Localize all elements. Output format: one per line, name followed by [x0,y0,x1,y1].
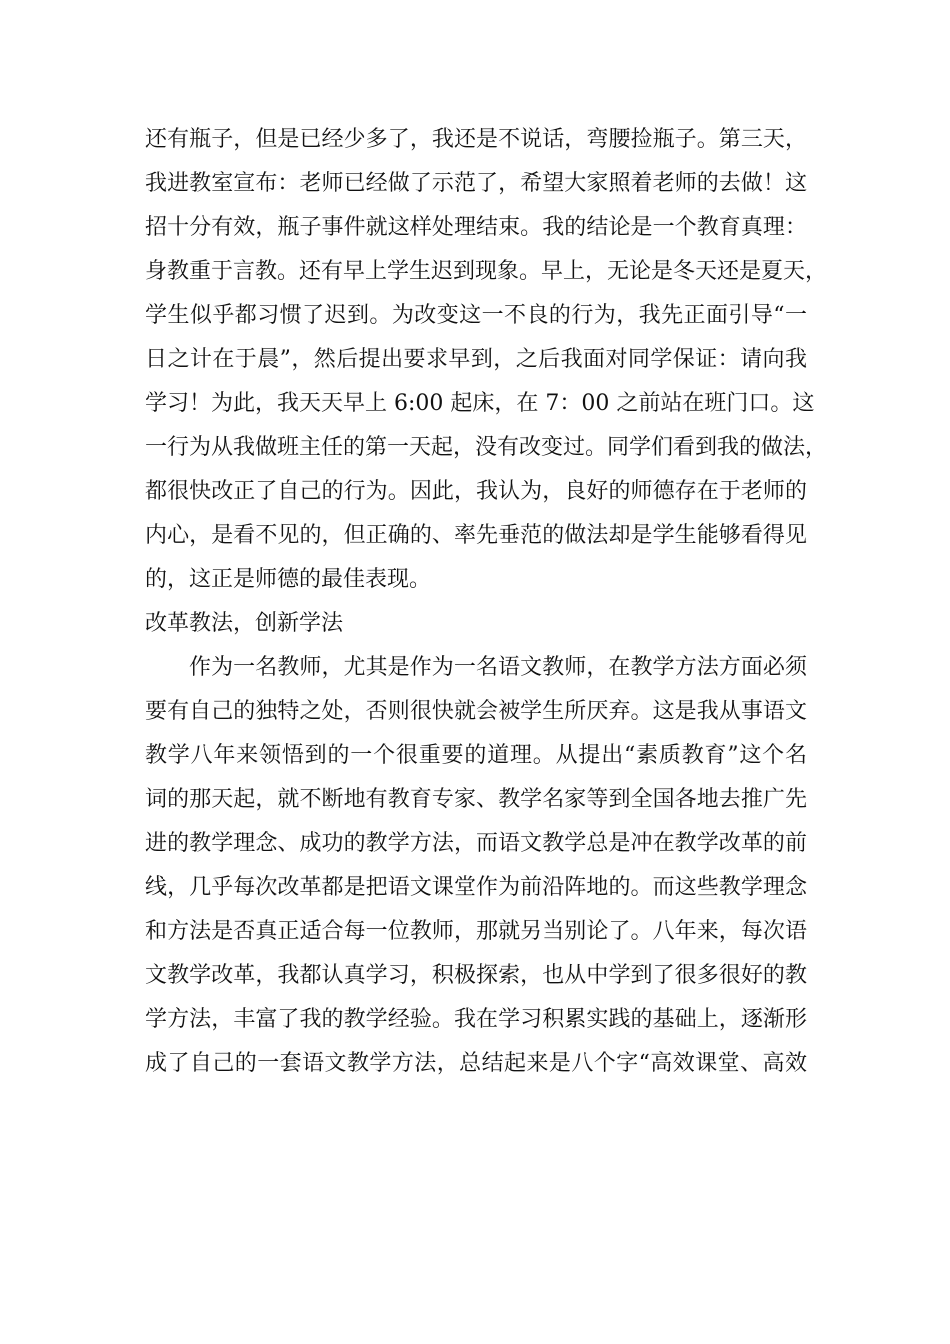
paragraph-line: 学习！为此，我天天早上 6:00 起床，在 7：00 之前站在班门口。这 [145,391,815,416]
paragraph-line: 和方法是否真正适合每一位教师，那就另当别论了。八年来，每次语 [145,919,807,944]
section-heading: 改革教法，创新学法 [145,611,344,636]
paragraph-line: 文教学改革，我都认真学习，积极探索，也从中学到了很多很好的教 [145,963,807,988]
paragraph-line: 身教重于言教。还有早上学生迟到现象。早上，无论是冬天还是夏天， [145,259,828,284]
paragraph-line: 学生似乎都习惯了迟到。为改变这一不良的行为，我先正面引导“一 [145,303,807,328]
paragraph-line: 学方法，丰富了我的教学经验。我在学习积累实践的基础上，逐渐形 [145,1007,807,1032]
paragraph-line: 还有瓶子，但是已经少多了，我还是不说话，弯腰捡瓶子。第三天， [145,127,807,152]
paragraph-line: 日之计在于晨”，然后提出要求早到，之后我面对同学保证：请向我 [145,347,807,372]
paragraph-line: 都很快改正了自己的行为。因此，我认为，良好的师德存在于老师的 [145,479,807,504]
paragraph-line: 我进教室宣布：老师已经做了示范了，希望大家照着老师的去做！这 [145,171,807,196]
paragraph-line: 一行为从我做班主任的第一天起，没有改变过。同学们看到我的做法， [145,435,828,460]
paragraph-line: 进的教学理念、成功的教学方法，而语文教学总是冲在教学改革的前 [145,831,807,856]
paragraph-line: 招十分有效，瓶子事件就这样处理结束。我的结论是一个教育真理： [145,215,807,240]
paragraph-1 [145,118,828,602]
paragraph-line: 成了自己的一套语文教学方法，总结起来是八个字“高效课堂、高效 [145,1051,807,1076]
paragraph-2 [145,646,807,1086]
body-text [145,118,828,1086]
paragraph-line: 的，这正是师德的最佳表现。 [145,567,432,592]
paragraph-line: 词的那天起，就不断地有教育专家、教学名家等到全国各地去推广先 [145,787,807,812]
paragraph-line: 要有自己的独特之处，否则很快就会被学生所厌弃。这是我从事语文 [145,699,807,724]
paragraph-line: 教学八年来领悟到的一个很重要的道理。从提出“素质教育”这个名 [145,743,807,768]
paragraph-line: 作为一名教师，尤其是作为一名语文教师，在教学方法方面必须 [189,655,807,680]
paragraph-line: 线，几乎每次改革都是把语文课堂作为前沿阵地的。而这些教学理念 [145,875,807,900]
paragraph-line: 内心，是看不见的，但正确的、率先垂范的做法却是学生能够看得见 [145,523,807,548]
